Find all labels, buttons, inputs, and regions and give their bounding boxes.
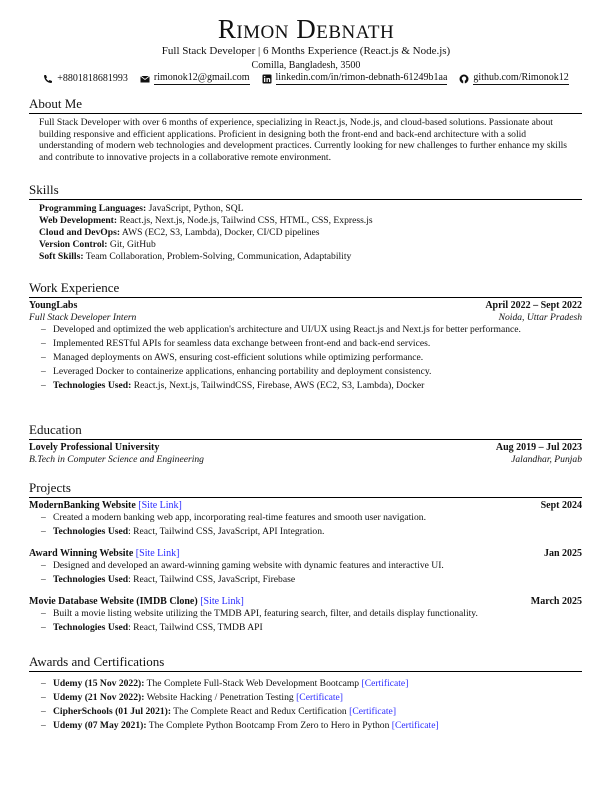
tech-label: Technologies Used:	[53, 380, 132, 391]
project-tech	[41, 574, 582, 586]
tech-label: Technologies Used	[53, 622, 129, 633]
project-date: Jan 2025	[543, 548, 582, 559]
project-item	[29, 500, 582, 538]
skill-value: Team Collaboration, Problem-Solving, Communication, Adaptability	[85, 251, 352, 262]
work-bullet: – Managed deployments on AWS, ensuring cost-efficient solutions while optimizing performance.	[41, 352, 582, 364]
project-desc: – Designed and developed an award-winning gaming website with dynamic features and interactive UI.	[41, 560, 582, 572]
tech-label: Technologies Used	[53, 526, 129, 537]
awards-list	[29, 678, 582, 732]
skill-value: React.js, Next.js, Node.js, Tailwind CSS, HTML, CSS, Express.js	[119, 215, 373, 226]
education-dates: Aug 2019 – Jul 2023	[495, 442, 582, 453]
award-item	[41, 692, 582, 704]
site-link[interactable]: [Site Link]	[200, 596, 244, 607]
skill-value: JavaScript, Python, SQL	[148, 203, 244, 214]
skill-value: Git, GitHub	[109, 239, 156, 250]
skill-label: Version Control:	[39, 239, 108, 250]
phone-number: +8801818681993	[57, 73, 128, 84]
award-label: Udemy (21 Nov 2022):	[53, 692, 145, 703]
project-desc: – Created a modern banking web app, incorporating real-time features and smooth user navigation.	[41, 512, 582, 524]
skill-label: Soft Skills:	[39, 251, 84, 262]
tech-value: : React, Tailwind CSS, JavaScript, Firebase	[128, 574, 296, 585]
skill-row	[39, 251, 582, 263]
certificate-link[interactable]: [Certificate]	[349, 706, 397, 717]
education-section	[29, 422, 582, 466]
award-item	[41, 706, 582, 718]
envelope-icon	[140, 74, 150, 84]
work-bullets	[29, 324, 582, 392]
project-item	[29, 548, 582, 586]
school-name: Lovely Professional University	[29, 442, 160, 453]
work-dates: April 2022 – Sept 2022	[485, 300, 582, 311]
skill-label: Cloud and DevOps:	[39, 227, 121, 238]
section-heading-about: About Me	[29, 96, 582, 114]
skill-row	[39, 203, 582, 215]
about-text: Full Stack Developer with over 6 months of experience, specializing in React.js, Node.js, and cloud-based solutions. Passionate about building responsive and efficient applications. Proficient in designing both the front-end and back-end architecture with a solid understanding of modern web technologies and development practices. Currently looking for new challenges to further enhance my skills and contribute to innovative projects in a collaborative remote environment.	[39, 117, 568, 163]
section-heading-education: Education	[29, 422, 582, 440]
project-desc: – Built a movie listing website utilizing the TMDB API, featuring search, filter, and details display functionality.	[41, 608, 582, 620]
awards-section	[29, 654, 582, 734]
skills-section	[29, 182, 582, 263]
award-item	[41, 678, 582, 690]
linkedin-icon	[262, 74, 272, 84]
section-heading-skills: Skills	[29, 182, 582, 200]
projects-section	[29, 480, 582, 644]
about-section	[29, 96, 582, 163]
section-heading-work: Work Experience	[29, 280, 582, 298]
project-tech	[41, 526, 582, 538]
project-name: ModernBanking Website	[29, 500, 136, 511]
award-text: The Complete Python Bootcamp From Zero to Hero in Python	[148, 720, 390, 731]
skill-row	[39, 215, 582, 227]
job-location: Noida, Uttar Pradesh	[498, 312, 582, 323]
section-heading-awards: Awards and Certifications	[29, 654, 582, 672]
headline: Full Stack Developer | 6 Months Experience (React.js & Node.js)	[161, 45, 451, 57]
award-item	[41, 720, 582, 732]
tech-value: : React, Tailwind CSS, TMDB API	[128, 622, 263, 633]
skill-label: Web Development:	[39, 215, 118, 226]
company-name: YoungLabs	[29, 300, 78, 311]
project-name: Movie Database Website (IMDB Clone)	[29, 596, 198, 607]
contact-phone	[43, 72, 128, 85]
project-date: March 2025	[530, 596, 582, 607]
award-label: Udemy (07 May 2021):	[53, 720, 147, 731]
project-tech	[41, 622, 582, 634]
tech-value: : React, Tailwind CSS, JavaScript, API Integration.	[128, 526, 325, 537]
candidate-name: Rimon Debnath	[217, 14, 395, 44]
work-bullet: – Implemented RESTful APIs for seamless data exchange between front-end and back-end services.	[41, 338, 582, 350]
skill-label: Programming Languages:	[39, 203, 147, 214]
tech-label: Technologies Used	[53, 574, 129, 585]
tech-value: React.js, Next.js, TailwindCSS, Firebase, AWS (EC2, S3, Lambda), Docker	[133, 380, 425, 391]
project-item	[29, 596, 582, 634]
work-bullet: – Developed and optimized the web application's architecture and UI/UX using React.js and Next.js for better performance.	[41, 324, 582, 336]
project-name: Award Winning Website	[29, 548, 134, 559]
site-link[interactable]: [Site Link]	[135, 548, 180, 559]
skill-value: AWS (EC2, S3, Lambda), Docker, CI/CD pipelines	[121, 227, 320, 238]
section-heading-projects: Projects	[29, 480, 582, 498]
skill-row	[39, 227, 582, 239]
contact-github[interactable]	[459, 72, 568, 85]
github-icon	[459, 74, 469, 84]
contact-linkedin[interactable]	[262, 72, 448, 85]
award-text: Website Hacking / Penetration Testing	[146, 692, 294, 703]
skills-list	[39, 203, 582, 263]
contact-email[interactable]	[140, 72, 250, 85]
email-link[interactable]: rimonok12@gmail.com	[153, 72, 250, 83]
job-role: Full Stack Developer Intern	[29, 312, 137, 323]
work-section	[29, 280, 582, 394]
github-link[interactable]: github.com/Rimonok12	[473, 72, 569, 83]
work-bullet: – Leveraged Docker to containerize applications, enhancing portability and deployment consistency.	[41, 366, 582, 378]
project-date: Sept 2024	[540, 500, 582, 511]
award-text: The Complete Full-Stack Web Development Bootcamp	[146, 678, 360, 689]
phone-icon	[43, 74, 53, 84]
award-text: The Complete React and Redux Certification	[173, 706, 347, 717]
degree: B.Tech in Computer Science and Engineering	[29, 454, 204, 465]
certificate-link[interactable]: [Certificate]	[296, 692, 343, 703]
contact-bar	[0, 72, 612, 85]
skill-row	[39, 239, 582, 251]
education-location: Jalandhar, Punjab	[511, 454, 582, 465]
linkedin-link[interactable]: linkedin.com/in/rimon-debnath-61249b1aa	[275, 72, 448, 83]
certificate-link[interactable]: [Certificate]	[361, 678, 409, 689]
award-label: Udemy (15 Nov 2022):	[53, 678, 145, 689]
address: Comilla, Bangladesh, 3500	[251, 60, 361, 71]
certificate-link[interactable]: [Certificate]	[391, 720, 439, 731]
work-tech	[41, 380, 582, 392]
award-label: CipherSchools (01 Jul 2021):	[53, 706, 172, 717]
site-link[interactable]: [Site Link]	[138, 500, 182, 511]
